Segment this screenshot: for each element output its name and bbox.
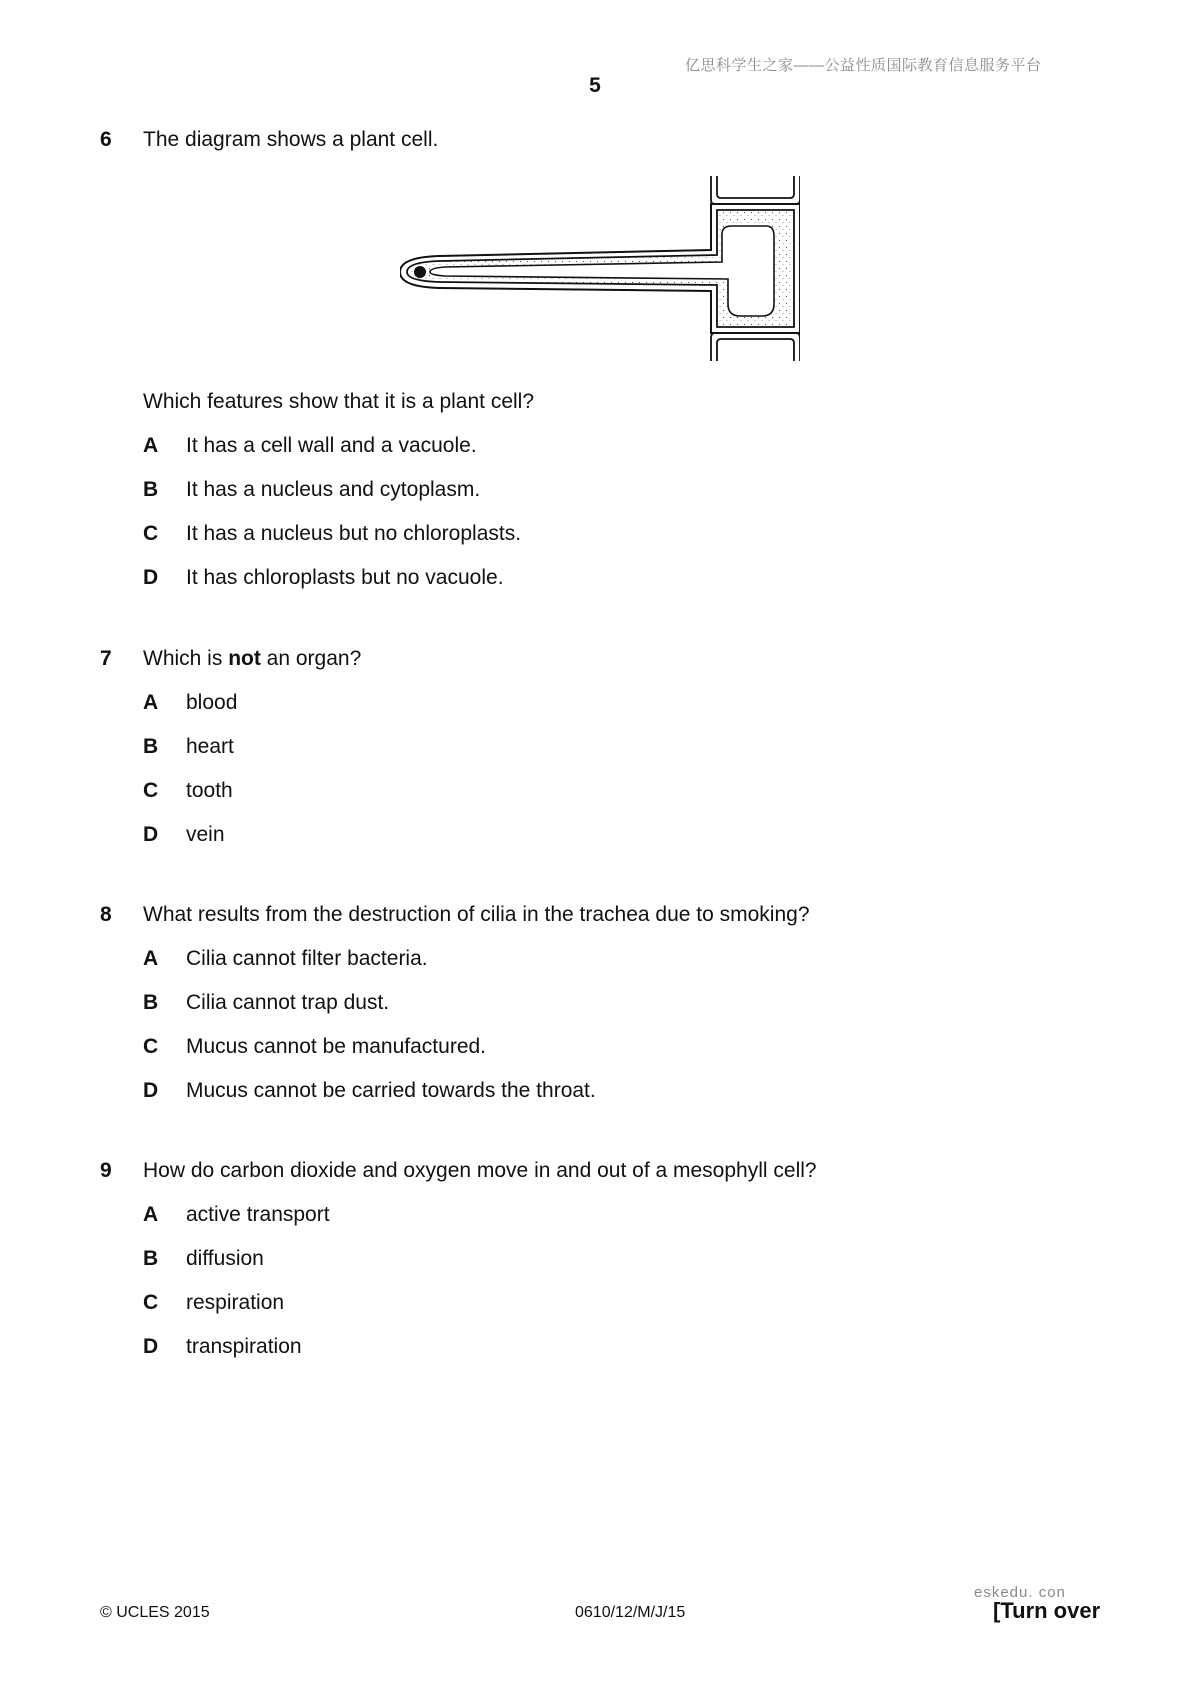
option-letter: B — [143, 1247, 159, 1270]
option-text: heart — [186, 735, 234, 758]
plant-cell-diagram — [400, 176, 800, 361]
option-text: diffusion — [186, 1247, 264, 1270]
footer-watermark: eskedu. con — [974, 1584, 1066, 1601]
option-letter: C — [143, 779, 159, 802]
option-text: active transport — [186, 1203, 330, 1226]
header-watermark: 亿思科学生之家——公益性质国际教育信息服务平台 — [685, 57, 1042, 74]
option-letter: A — [143, 947, 159, 970]
option-letter: B — [143, 991, 159, 1014]
option-letter: B — [143, 735, 159, 758]
option-text: It has chloroplasts but no vacuole. — [186, 566, 504, 589]
option-letter: C — [143, 1035, 159, 1058]
neighbour-cell-bottom — [717, 339, 794, 361]
option-text: It has a cell wall and a vacuole. — [186, 434, 477, 457]
option-letter: A — [143, 1203, 159, 1226]
option-letter: B — [143, 478, 159, 501]
footer-paper-code: 0610/12/M/J/15 — [575, 1604, 686, 1621]
option-text: transpiration — [186, 1335, 302, 1358]
option-text: tooth — [186, 779, 233, 802]
option-text: respiration — [186, 1291, 285, 1314]
question-6-prompt: Which features show that it is a plant cell? — [143, 390, 535, 413]
question-text: Which is not an organ? — [143, 647, 362, 670]
page-number: 5 — [589, 74, 601, 97]
option-text: Mucus cannot be manufactured. — [186, 1035, 487, 1058]
question-number: 9 — [100, 1159, 112, 1182]
question-text: The diagram shows a plant cell. — [143, 128, 439, 151]
question-text: How do carbon dioxide and oxygen move in and out of a mesophyll cell? — [143, 1159, 817, 1182]
emphasis-not: not — [228, 647, 261, 670]
option-text: blood — [186, 691, 238, 714]
neighbour-cell-top — [717, 176, 794, 198]
option-letter: D — [143, 1335, 159, 1358]
footer-copyright: © UCLES 2015 — [100, 1604, 210, 1621]
option-letter: C — [143, 1291, 159, 1314]
option-letter: D — [143, 823, 159, 846]
option-text: It has a nucleus but no chloroplasts. — [186, 522, 522, 545]
option-text: Cilia cannot filter bacteria. — [186, 947, 428, 970]
option-letter: D — [143, 1079, 159, 1102]
option-letter: A — [143, 691, 159, 714]
question-text: What results from the destruction of cilia in the trachea due to smoking? — [143, 903, 810, 926]
option-letter: C — [143, 522, 159, 545]
option-text: It has a nucleus and cytoplasm. — [186, 478, 481, 501]
option-text: Cilia cannot trap dust. — [186, 991, 390, 1014]
option-text: Mucus cannot be carried towards the throat. — [186, 1079, 596, 1102]
question-number: 7 — [100, 647, 112, 670]
option-letter: D — [143, 566, 159, 589]
option-text: vein — [186, 823, 225, 846]
option-letter: A — [143, 434, 159, 457]
nucleus — [414, 266, 426, 278]
question-number: 6 — [100, 128, 112, 151]
question-number: 8 — [100, 903, 112, 926]
turn-over-label: [Turn over — [993, 1598, 1101, 1623]
